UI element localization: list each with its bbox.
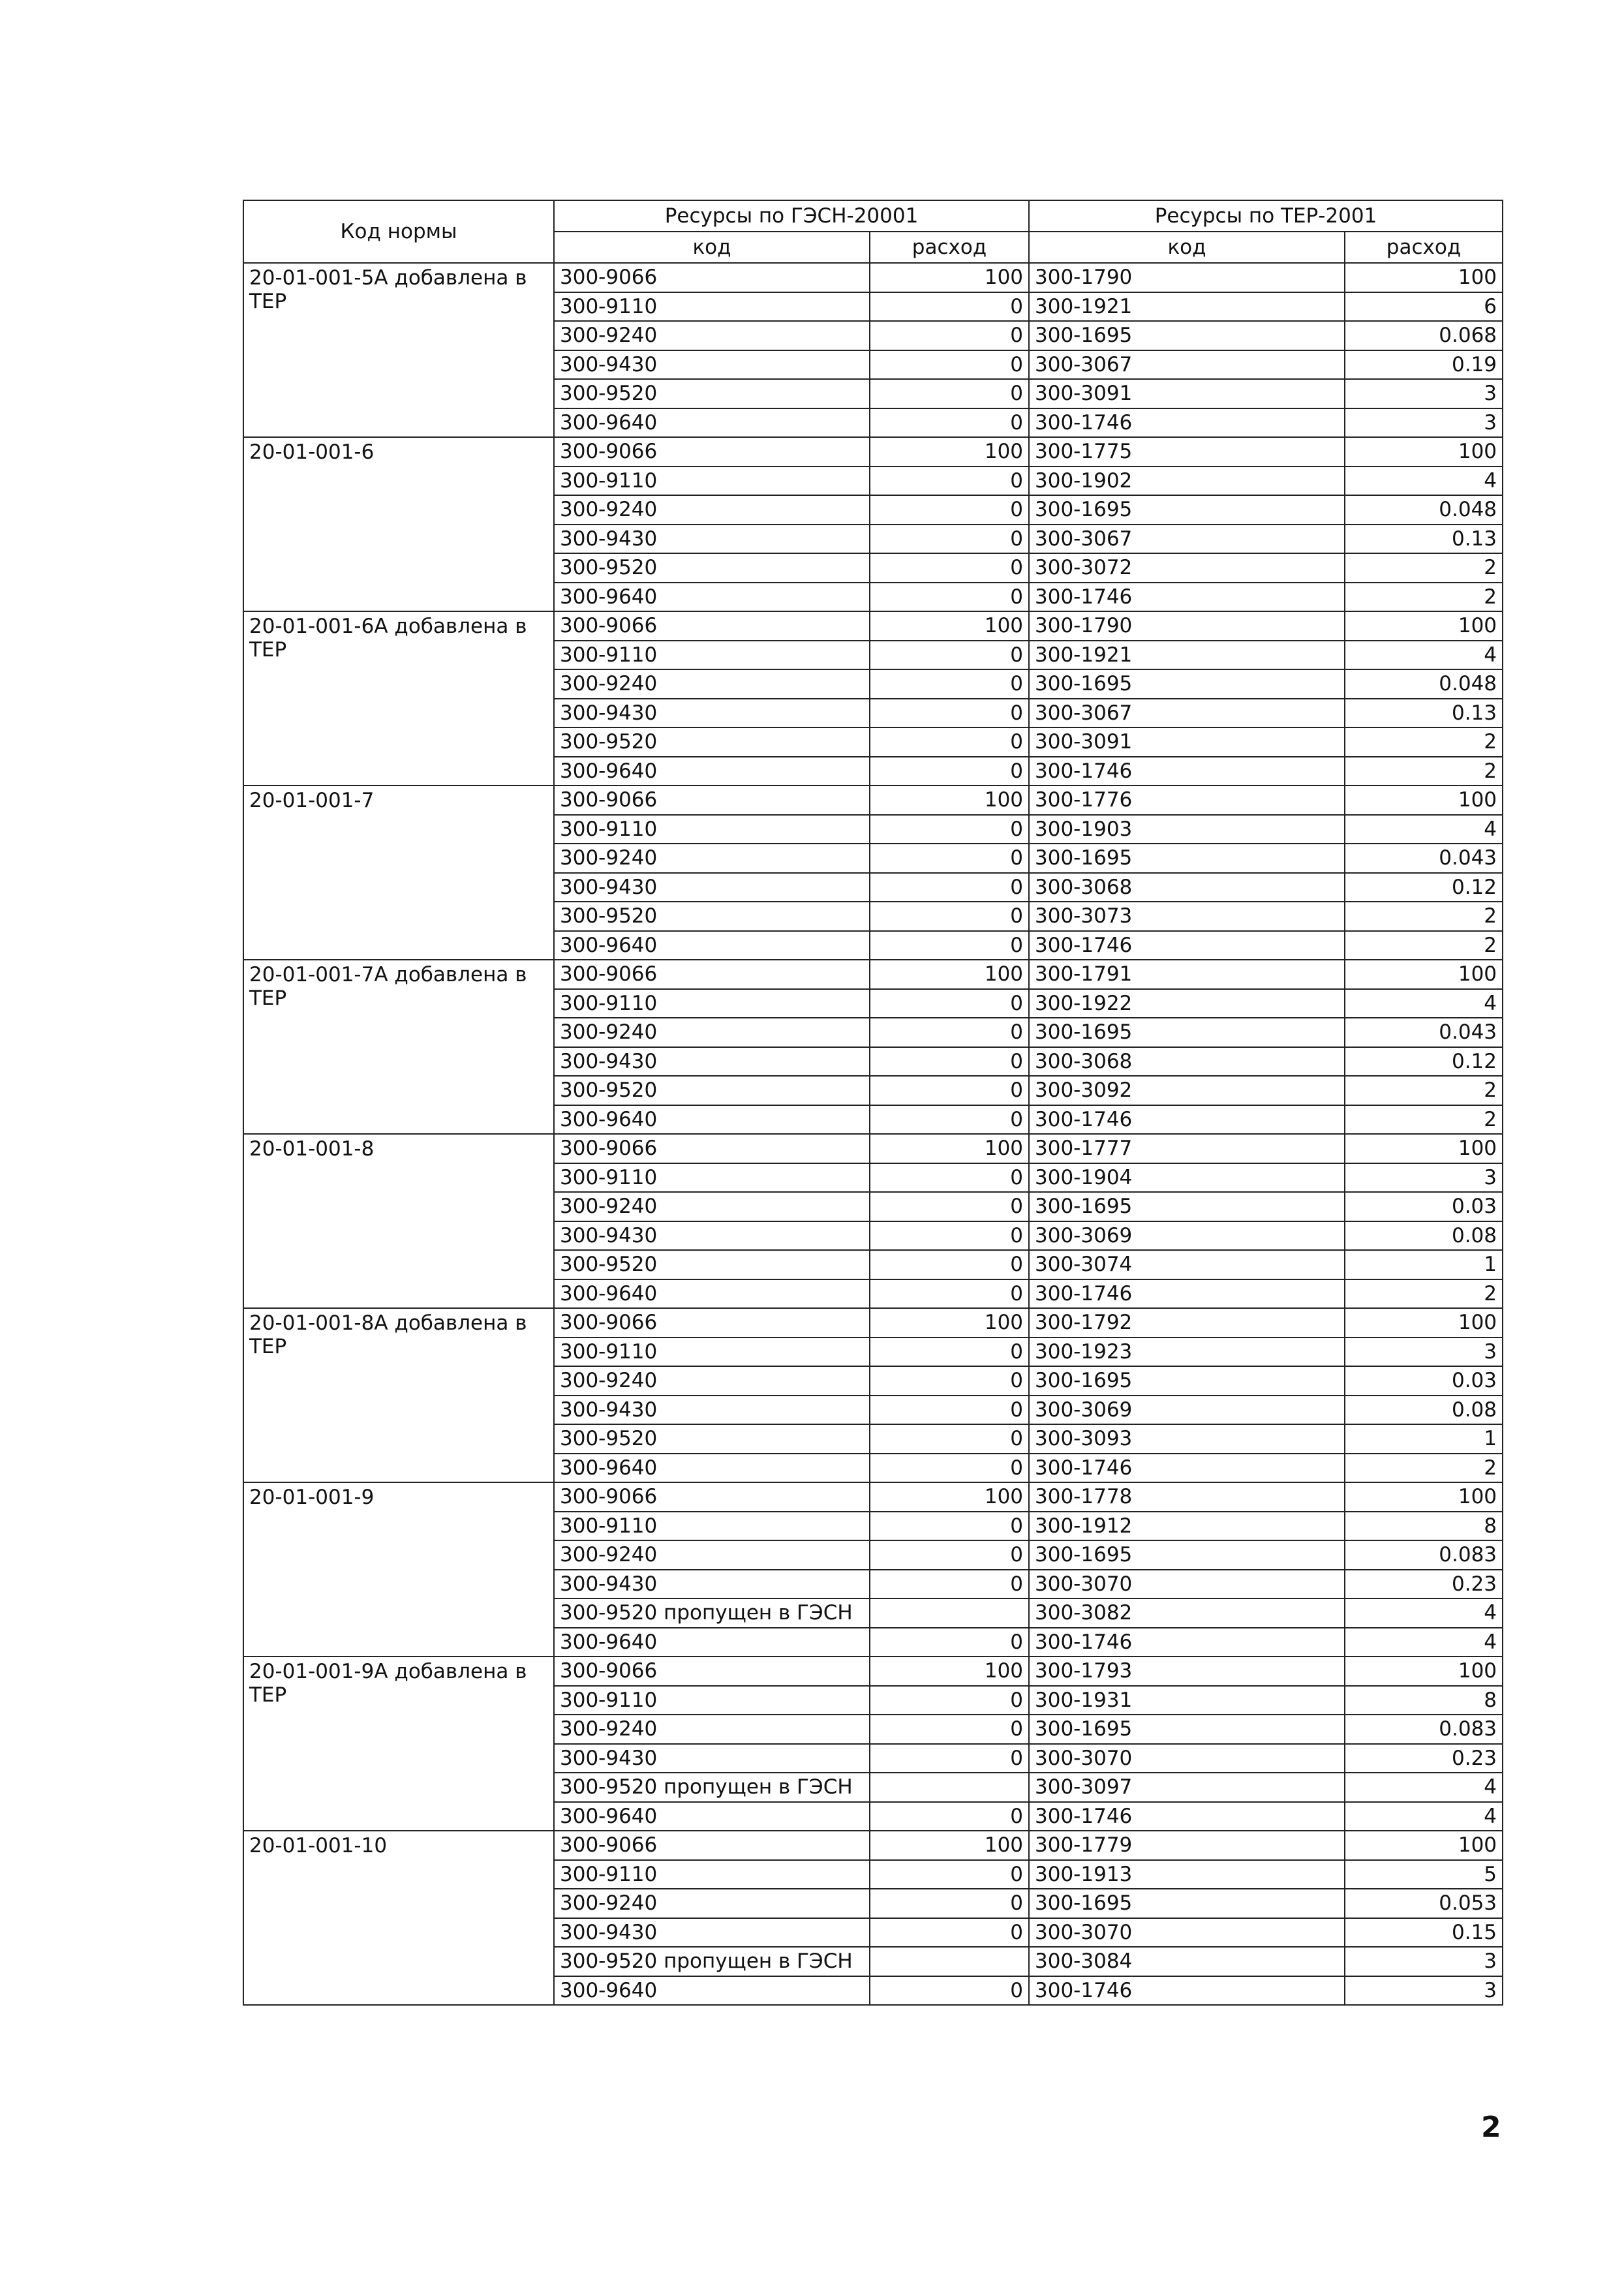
ter-code-cell: 300-1923 [1029, 1337, 1345, 1367]
table-row [243, 437, 1503, 466]
ter-rate-cell: 0.068 [1345, 321, 1503, 350]
ter-code-cell: 300-1746 [1029, 1802, 1345, 1831]
gesn-rate-cell: 0 [870, 1018, 1029, 1047]
gesn-code-header: код [554, 232, 870, 263]
ter-code-cell: 300-1746 [1029, 1105, 1345, 1135]
ter-code-cell: 300-1746 [1029, 931, 1345, 960]
ter-rate-cell: 4 [1345, 1628, 1503, 1657]
gesn-rate-cell [870, 1947, 1029, 1976]
ter-code-cell: 300-1746 [1029, 583, 1345, 612]
gesn-rate-cell: 0 [870, 1976, 1029, 2006]
ter-rate-cell: 2 [1345, 553, 1503, 583]
ter-rate-cell: 2 [1345, 1279, 1503, 1309]
gesn-rate-cell: 0 [870, 1250, 1029, 1279]
ter-code-cell: 300-3068 [1029, 873, 1345, 902]
ter-rate-cell: 0.08 [1345, 1221, 1503, 1251]
ter-code-cell: 300-1695 [1029, 1018, 1345, 1047]
gesn-rate-cell: 0 [870, 815, 1029, 844]
ter-code-cell: 300-1776 [1029, 786, 1345, 815]
ter-rate-cell: 0.043 [1345, 844, 1503, 873]
gesn-code-cell: 300-9240 [554, 495, 870, 525]
norm-code-header: Код нормы [243, 200, 554, 263]
gesn-rate-cell: 0 [870, 1192, 1029, 1221]
gesn-rate-cell: 0 [870, 1424, 1029, 1454]
gesn-rate-cell [870, 1598, 1029, 1628]
ter-rate-cell: 3 [1345, 408, 1503, 438]
gesn-rate-header: расход [870, 232, 1029, 263]
ter-code-cell: 300-1746 [1029, 1279, 1345, 1309]
gesn-rate-cell: 0 [870, 1802, 1029, 1831]
gesn-code-cell: 300-9430 [554, 699, 870, 728]
gesn-rate-cell: 100 [870, 437, 1029, 466]
ter-rate-cell: 100 [1345, 611, 1503, 641]
gesn-code-cell: 300-9640 [554, 931, 870, 960]
ter-rate-cell: 4 [1345, 1773, 1503, 1802]
ter-rate-cell: 0.053 [1345, 1889, 1503, 1918]
ter-code-cell: 300-3092 [1029, 1076, 1345, 1105]
gesn-code-cell: 300-9066 [554, 1134, 870, 1163]
ter-code-cell: 300-1777 [1029, 1134, 1345, 1163]
ter-code-cell: 300-1746 [1029, 757, 1345, 786]
gesn-rate-cell: 0 [870, 553, 1029, 583]
table-row [243, 1482, 1503, 1512]
ter-code-cell: 300-1695 [1029, 1366, 1345, 1396]
gesn-rate-cell: 0 [870, 757, 1029, 786]
ter-rate-cell: 2 [1345, 1105, 1503, 1135]
ter-code-cell: 300-1921 [1029, 292, 1345, 322]
norm-code-cell: 20-01-001-9А добавлена в ТЕР [243, 1657, 554, 1831]
gesn-code-cell: 300-9520 [554, 379, 870, 408]
gesn-rate-cell: 0 [870, 1540, 1029, 1570]
gesn-code-cell: 300-9240 [554, 1192, 870, 1221]
ter-code-cell: 300-1791 [1029, 960, 1345, 989]
gesn-code-cell: 300-9066 [554, 1482, 870, 1512]
ter-code-cell: 300-1746 [1029, 1976, 1345, 2006]
gesn-code-cell: 300-9110 [554, 815, 870, 844]
gesn-rate-cell: 0 [870, 669, 1029, 699]
gesn-rate-cell: 0 [870, 1337, 1029, 1367]
ter-code-cell: 300-3070 [1029, 1570, 1345, 1599]
norm-code-cell: 20-01-001-8 [243, 1134, 554, 1308]
norm-code-cell: 20-01-001-9 [243, 1482, 554, 1657]
ter-code-cell: 300-1695 [1029, 321, 1345, 350]
ter-code-cell: 300-1695 [1029, 669, 1345, 699]
gesn-rate-cell: 0 [870, 1744, 1029, 1773]
ter-code-cell: 300-3072 [1029, 553, 1345, 583]
ter-rate-cell: 2 [1345, 1076, 1503, 1105]
gesn-rate-cell: 0 [870, 1918, 1029, 1948]
ter-rate-cell: 2 [1345, 727, 1503, 757]
ter-code-cell: 300-1695 [1029, 495, 1345, 525]
ter-rate-cell: 0.08 [1345, 1396, 1503, 1425]
gesn-code-cell: 300-9640 [554, 1454, 870, 1483]
gesn-code-cell: 300-9066 [554, 263, 870, 292]
ter-rate-cell: 4 [1345, 466, 1503, 496]
ter-rate-cell: 0.083 [1345, 1715, 1503, 1744]
ter-code-cell: 300-3069 [1029, 1221, 1345, 1251]
ter-code-cell: 300-1921 [1029, 641, 1345, 670]
table-header [243, 200, 1503, 263]
ter-rate-cell: 0.23 [1345, 1744, 1503, 1773]
gesn-code-cell: 300-9430 [554, 873, 870, 902]
ter-code-cell: 300-3070 [1029, 1918, 1345, 1948]
gesn-code-cell: 300-9640 [554, 757, 870, 786]
ter-resources-header: Ресурсы по ТЕР-2001 [1029, 200, 1503, 232]
norm-code-cell: 20-01-001-5А добавлена в ТЕР [243, 263, 554, 437]
norm-code-cell: 20-01-001-6А добавлена в ТЕР [243, 611, 554, 786]
ter-rate-cell: 4 [1345, 1802, 1503, 1831]
gesn-code-cell: 300-9066 [554, 1831, 870, 1860]
gesn-code-cell: 300-9520 пропущен в ГЭСН [554, 1598, 870, 1628]
page-number: 2 [1481, 2111, 1501, 2144]
ter-code-cell: 300-1904 [1029, 1163, 1345, 1193]
gesn-code-cell: 300-9640 [554, 1105, 870, 1135]
gesn-code-cell: 300-9066 [554, 1308, 870, 1337]
gesn-code-cell: 300-9520 пропущен в ГЭСН [554, 1947, 870, 1976]
gesn-code-cell: 300-9240 [554, 321, 870, 350]
norm-code-cell: 20-01-001-6 [243, 437, 554, 611]
ter-rate-cell: 0.15 [1345, 1918, 1503, 1948]
ter-code-cell: 300-1790 [1029, 611, 1345, 641]
ter-code-cell: 300-3082 [1029, 1598, 1345, 1628]
ter-rate-cell: 0.13 [1345, 699, 1503, 728]
gesn-code-cell: 300-9520 пропущен в ГЭСН [554, 1773, 870, 1802]
gesn-rate-cell: 0 [870, 1163, 1029, 1193]
ter-rate-cell: 3 [1345, 379, 1503, 408]
ter-rate-cell: 5 [1345, 1860, 1503, 1889]
ter-code-cell: 300-1775 [1029, 437, 1345, 466]
gesn-code-cell: 300-9430 [554, 525, 870, 554]
ter-rate-cell: 100 [1345, 1134, 1503, 1163]
ter-rate-cell: 0.03 [1345, 1192, 1503, 1221]
ter-rate-cell: 3 [1345, 1337, 1503, 1367]
ter-rate-cell: 100 [1345, 786, 1503, 815]
ter-code-cell: 300-1902 [1029, 466, 1345, 496]
gesn-code-cell: 300-9240 [554, 1715, 870, 1744]
gesn-code-cell: 300-9520 [554, 553, 870, 583]
ter-rate-cell: 4 [1345, 1598, 1503, 1628]
ter-code-cell: 300-3067 [1029, 525, 1345, 554]
gesn-rate-cell: 100 [870, 960, 1029, 989]
ter-rate-cell: 2 [1345, 931, 1503, 960]
ter-rate-cell: 4 [1345, 641, 1503, 670]
gesn-code-cell: 300-9110 [554, 1163, 870, 1193]
gesn-code-cell: 300-9520 [554, 1076, 870, 1105]
gesn-rate-cell: 0 [870, 1076, 1029, 1105]
ter-rate-cell: 4 [1345, 815, 1503, 844]
table-row [243, 1134, 1503, 1163]
ter-rate-cell: 2 [1345, 902, 1503, 931]
gesn-code-cell: 300-9520 [554, 902, 870, 931]
norm-code-cell: 20-01-001-7 [243, 786, 554, 960]
gesn-rate-cell: 0 [870, 1512, 1029, 1541]
gesn-code-cell: 300-9240 [554, 1889, 870, 1918]
gesn-code-cell: 300-9240 [554, 1018, 870, 1047]
gesn-code-cell: 300-9110 [554, 989, 870, 1018]
norm-code-cell: 20-01-001-7А добавлена в ТЕР [243, 960, 554, 1134]
gesn-rate-cell: 0 [870, 902, 1029, 931]
gesn-rate-cell: 0 [870, 495, 1029, 525]
ter-rate-cell: 100 [1345, 437, 1503, 466]
gesn-rate-cell: 0 [870, 989, 1029, 1018]
ter-rate-cell: 0.048 [1345, 495, 1503, 525]
ter-code-cell: 300-1792 [1029, 1308, 1345, 1337]
ter-rate-cell: 4 [1345, 989, 1503, 1018]
gesn-code-cell: 300-9430 [554, 350, 870, 380]
gesn-code-cell: 300-9430 [554, 1396, 870, 1425]
ter-code-cell: 300-1746 [1029, 1628, 1345, 1657]
gesn-code-cell: 300-9520 [554, 1424, 870, 1454]
ter-rate-cell: 2 [1345, 757, 1503, 786]
ter-rate-cell: 100 [1345, 1831, 1503, 1860]
ter-rate-cell: 0.048 [1345, 669, 1503, 699]
ter-rate-cell: 8 [1345, 1512, 1503, 1541]
gesn-rate-cell: 0 [870, 525, 1029, 554]
ter-code-cell: 300-3073 [1029, 902, 1345, 931]
gesn-rate-cell: 0 [870, 1628, 1029, 1657]
gesn-code-cell: 300-9110 [554, 292, 870, 322]
gesn-rate-cell: 0 [870, 1686, 1029, 1715]
ter-rate-cell: 0.13 [1345, 525, 1503, 554]
ter-code-cell: 300-3074 [1029, 1250, 1345, 1279]
norm-code-cell: 20-01-001-8А добавлена в ТЕР [243, 1308, 554, 1482]
table-row [243, 1831, 1503, 1860]
ter-rate-cell: 8 [1345, 1686, 1503, 1715]
gesn-code-cell: 300-9430 [554, 1570, 870, 1599]
ter-code-cell: 300-3069 [1029, 1396, 1345, 1425]
gesn-rate-cell: 0 [870, 844, 1029, 873]
ter-rate-cell: 100 [1345, 263, 1503, 292]
gesn-rate-cell: 0 [870, 641, 1029, 670]
gesn-rate-cell: 100 [870, 611, 1029, 641]
gesn-rate-cell: 0 [870, 350, 1029, 380]
gesn-code-cell: 300-9110 [554, 466, 870, 496]
gesn-code-cell: 300-9240 [554, 1366, 870, 1396]
gesn-rate-cell: 100 [870, 263, 1029, 292]
ter-code-cell: 300-1695 [1029, 1192, 1345, 1221]
table-body [243, 263, 1503, 2005]
ter-rate-cell: 0.083 [1345, 1540, 1503, 1570]
gesn-code-cell: 300-9640 [554, 1976, 870, 2006]
gesn-rate-cell [870, 1773, 1029, 1802]
gesn-code-cell: 300-9640 [554, 583, 870, 612]
gesn-rate-cell: 0 [870, 1279, 1029, 1309]
table-row [243, 1308, 1503, 1337]
gesn-rate-cell: 0 [870, 1047, 1029, 1077]
gesn-rate-cell: 0 [870, 1889, 1029, 1918]
ter-rate-cell: 2 [1345, 1454, 1503, 1483]
gesn-code-cell: 300-9066 [554, 611, 870, 641]
ter-code-cell: 300-3070 [1029, 1744, 1345, 1773]
ter-rate-cell: 0.19 [1345, 350, 1503, 380]
ter-rate-cell: 1 [1345, 1424, 1503, 1454]
table-row [243, 611, 1503, 641]
ter-rate-cell: 0.03 [1345, 1366, 1503, 1396]
ter-code-cell: 300-1695 [1029, 1889, 1345, 1918]
ter-code-cell: 300-3091 [1029, 727, 1345, 757]
gesn-code-cell: 300-9430 [554, 1744, 870, 1773]
gesn-rate-cell: 0 [870, 408, 1029, 438]
gesn-rate-cell: 0 [870, 1366, 1029, 1396]
ter-rate-header: расход [1345, 232, 1503, 263]
gesn-code-cell: 300-9520 [554, 727, 870, 757]
ter-code-cell: 300-1695 [1029, 844, 1345, 873]
ter-rate-cell: 3 [1345, 1947, 1503, 1976]
ter-code-cell: 300-1746 [1029, 408, 1345, 438]
ter-rate-cell: 100 [1345, 1482, 1503, 1512]
gesn-code-cell: 300-9430 [554, 1047, 870, 1077]
gesn-rate-cell: 0 [870, 1570, 1029, 1599]
table-row [243, 263, 1503, 292]
gesn-rate-cell: 0 [870, 1715, 1029, 1744]
gesn-code-cell: 300-9520 [554, 1250, 870, 1279]
table-row [243, 960, 1503, 989]
gesn-code-cell: 300-9240 [554, 669, 870, 699]
gesn-code-cell: 300-9066 [554, 437, 870, 466]
ter-code-cell: 300-3084 [1029, 1947, 1345, 1976]
gesn-rate-cell: 0 [870, 1454, 1029, 1483]
ter-code-cell: 300-1778 [1029, 1482, 1345, 1512]
gesn-rate-cell: 0 [870, 321, 1029, 350]
gesn-rate-cell: 0 [870, 727, 1029, 757]
ter-code-cell: 300-1695 [1029, 1540, 1345, 1570]
gesn-code-cell: 300-9240 [554, 844, 870, 873]
gesn-rate-cell: 100 [870, 1657, 1029, 1686]
table-row [243, 1657, 1503, 1686]
ter-rate-cell: 100 [1345, 1308, 1503, 1337]
ter-rate-cell: 100 [1345, 960, 1503, 989]
gesn-code-cell: 300-9430 [554, 1918, 870, 1948]
gesn-rate-cell: 100 [870, 1134, 1029, 1163]
ter-code-cell: 300-1793 [1029, 1657, 1345, 1686]
ter-code-cell: 300-1931 [1029, 1686, 1345, 1715]
gesn-code-cell: 300-9066 [554, 960, 870, 989]
table-row [243, 786, 1503, 815]
ter-code-cell: 300-1779 [1029, 1831, 1345, 1860]
gesn-code-cell: 300-9640 [554, 1279, 870, 1309]
gesn-rate-cell: 100 [870, 1308, 1029, 1337]
gesn-rate-cell: 0 [870, 292, 1029, 322]
ter-code-cell: 300-1912 [1029, 1512, 1345, 1541]
gesn-resources-header: Ресурсы по ГЭСН-20001 [554, 200, 1029, 232]
ter-code-cell: 300-3093 [1029, 1424, 1345, 1454]
ter-code-cell: 300-1746 [1029, 1454, 1345, 1483]
gesn-code-cell: 300-9430 [554, 1221, 870, 1251]
gesn-rate-cell: 0 [870, 873, 1029, 902]
ter-rate-cell: 1 [1345, 1250, 1503, 1279]
gesn-rate-cell: 0 [870, 1105, 1029, 1135]
gesn-rate-cell: 100 [870, 1831, 1029, 1860]
ter-rate-cell: 3 [1345, 1976, 1503, 2006]
gesn-rate-cell: 0 [870, 466, 1029, 496]
ter-code-cell: 300-1922 [1029, 989, 1345, 1018]
gesn-rate-cell: 0 [870, 1860, 1029, 1889]
gesn-rate-cell: 0 [870, 379, 1029, 408]
norm-code-cell: 20-01-001-10 [243, 1831, 554, 2005]
ter-rate-cell: 6 [1345, 292, 1503, 322]
gesn-rate-cell: 0 [870, 1221, 1029, 1251]
gesn-code-cell: 300-9110 [554, 1512, 870, 1541]
ter-code-cell: 300-3067 [1029, 350, 1345, 380]
ter-code-cell: 300-1790 [1029, 263, 1345, 292]
ter-code-header: код [1029, 232, 1345, 263]
gesn-code-cell: 300-9640 [554, 1628, 870, 1657]
ter-code-cell: 300-1695 [1029, 1715, 1345, 1744]
ter-rate-cell: 0.043 [1345, 1018, 1503, 1047]
gesn-rate-cell: 100 [870, 786, 1029, 815]
ter-code-cell: 300-1903 [1029, 815, 1345, 844]
ter-rate-cell: 2 [1345, 583, 1503, 612]
gesn-code-cell: 300-9240 [554, 1540, 870, 1570]
ter-code-cell: 300-3091 [1029, 379, 1345, 408]
gesn-code-cell: 300-9066 [554, 786, 870, 815]
gesn-rate-cell: 0 [870, 699, 1029, 728]
gesn-rate-cell: 0 [870, 1396, 1029, 1425]
ter-rate-cell: 3 [1345, 1163, 1503, 1193]
ter-rate-cell: 0.12 [1345, 1047, 1503, 1077]
ter-rate-cell: 100 [1345, 1657, 1503, 1686]
gesn-code-cell: 300-9640 [554, 408, 870, 438]
ter-code-cell: 300-1913 [1029, 1860, 1345, 1889]
gesn-code-cell: 300-9110 [554, 1337, 870, 1367]
ter-rate-cell: 0.23 [1345, 1570, 1503, 1599]
ter-code-cell: 300-3067 [1029, 699, 1345, 728]
gesn-code-cell: 300-9110 [554, 641, 870, 670]
gesn-rate-cell: 0 [870, 583, 1029, 612]
ter-code-cell: 300-3068 [1029, 1047, 1345, 1077]
gesn-code-cell: 300-9066 [554, 1657, 870, 1686]
ter-code-cell: 300-3097 [1029, 1773, 1345, 1802]
gesn-code-cell: 300-9110 [554, 1686, 870, 1715]
gesn-code-cell: 300-9640 [554, 1802, 870, 1831]
gesn-code-cell: 300-9110 [554, 1860, 870, 1889]
gesn-rate-cell: 100 [870, 1482, 1029, 1512]
resources-table [243, 200, 1503, 2006]
gesn-rate-cell: 0 [870, 931, 1029, 960]
ter-rate-cell: 0.12 [1345, 873, 1503, 902]
